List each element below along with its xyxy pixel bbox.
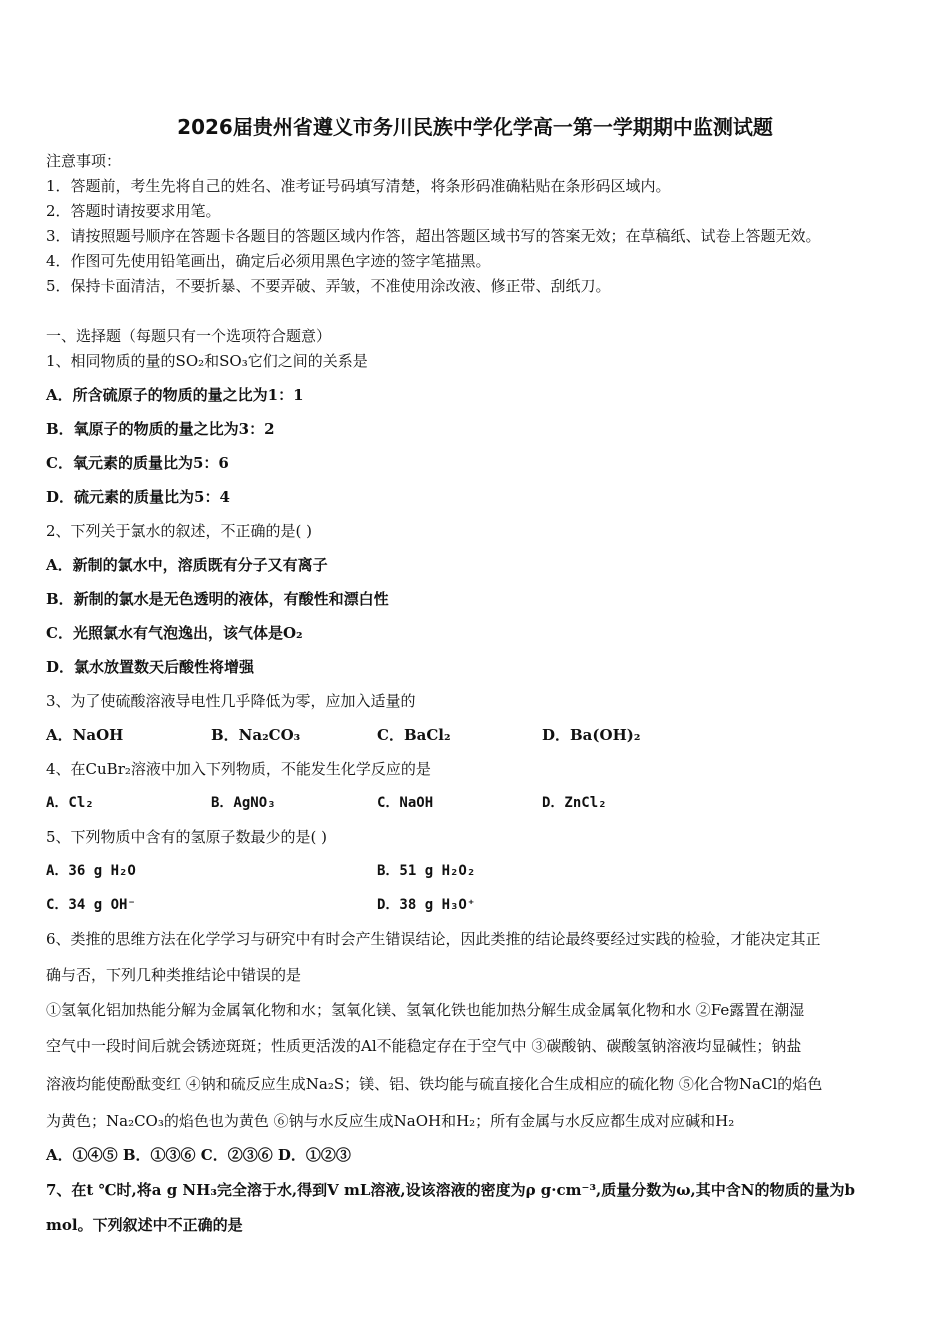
notice-item-5: 5．保持卡面清洁，不要折暴、不要弄破、弄皱，不准使用涂改液、修正带、刮纸刀。 [46, 277, 611, 295]
notice-item-1: 1．答题前，考生先将自己的姓名、准考证号码填写清楚，将条形码准确粘贴在条形码区域内。 [46, 177, 671, 195]
q2-stem: 2、下列关于氯水的叙述，不正确的是( ) [46, 522, 313, 540]
q6-line-2: 确与否，下列几种类推结论中错误的是 [46, 966, 302, 984]
notice-item-2: 2．答题时请按要求用笔。 [46, 202, 221, 220]
q3-option-d: D．Ba(OH)₂ [542, 726, 641, 744]
q6-line-4: 空气中一段时间后就会锈迹斑斑；性质更活泼的Al不能稳定存在于空气中 ③碳酸钠、碳酸氢钠溶液均显碱性；钠盐 [46, 1037, 802, 1055]
q4-option-c: C．NaOH [377, 795, 434, 811]
q4-option-d: D．ZnCl₂ [542, 795, 607, 811]
q4-option-a: A．Cl₂ [46, 795, 94, 811]
q3-option-c: C．BaCl₂ [377, 726, 451, 744]
q2-option-c: C．光照氯水有气泡逸出，该气体是O₂ [46, 624, 303, 642]
q4-stem: 4、在CuBr₂溶液中加入下列物质，不能发生化学反应的是 [46, 760, 431, 778]
notice-heading: 注意事项： [46, 152, 122, 170]
q6-line-1: 6、类推的思维方法在化学学习与研究中有时会产生错误结论，因此类推的结论最终要经过实践的检验，才能决定其正 [46, 930, 821, 948]
exam-title: 2026届贵州省遵义市务川民族中学化学高一第一学期期中监测试题 [177, 115, 773, 139]
q6-line-6: 为黄色；Na₂CO₃的焰色也为黄色 ⑥钠与水反应生成NaOH和H₂；所有金属与水反应都生成对应碱和H₂ [46, 1112, 735, 1130]
q7-line-2: mol。下列叙述中不正确的是 [46, 1216, 243, 1234]
q3-option-a: A．NaOH [46, 726, 124, 744]
q4-option-b: B．AgNO₃ [211, 795, 276, 811]
notice-item-3: 3．请按照题号顺序在答题卡各题目的答题区域内作答，超出答题区域书写的答案无效；在草稿纸、试卷上答题无效。 [46, 227, 821, 245]
q1-option-b: B．氧原子的物质的量之比为3：2 [46, 420, 275, 438]
q1-option-a: A．所含硫原子的物质的量之比为1：1 [46, 386, 304, 404]
q6-line-5: 溶液均能使酚酞变红 ④钠和硫反应生成Na₂S；镁、铝、铁均能与硫直接化合生成相应的硫化物 ⑤化合物NaCl的焰色 [46, 1075, 823, 1093]
q5-option-b: B．51 g H₂O₂ [377, 863, 476, 879]
q1-stem: 1、相同物质的量的SO₂和SO₃它们之间的关系是 [46, 352, 368, 370]
q2-option-b: B．新制的氯水是无色透明的液体，有酸性和漂白性 [46, 590, 389, 608]
q1-option-c: C．氧元素的质量比为5：6 [46, 454, 229, 472]
q3-stem: 3、为了使硫酸溶液导电性几乎降低为零，应加入适量的 [46, 692, 416, 710]
q5-option-c: C．34 g OH⁻ [46, 897, 136, 913]
q7-line-1: 7、在t ℃时,将a g NH₃完全溶于水,得到V mL溶液,设该溶液的密度为ρ g·cm⁻³,质量分数为ω,其中含N的物质的量为b [46, 1181, 855, 1199]
q1-option-d: D．硫元素的质量比为5：4 [46, 488, 230, 506]
q6-line-3: ①氢氧化铝加热能分解为金属氧化物和水；氢氧化镁、氢氧化铁也能加热分解生成金属氧化物和水 ②Fe露置在潮湿 [46, 1001, 805, 1019]
q2-option-d: D．氯水放置数天后酸性将增强 [46, 658, 255, 676]
q5-option-a: A．36 g H₂O [46, 863, 136, 879]
q3-option-b: B．Na₂CO₃ [211, 726, 301, 744]
section-heading: 一、选择题（每题只有一个选项符合题意） [46, 327, 332, 345]
q2-option-a: A．新制的氯水中，溶质既有分子又有离子 [46, 556, 328, 574]
q6-options: A．①④⑤ B．①③⑥ C．②③⑥ D．①②③ [46, 1146, 351, 1164]
notice-item-4: 4．作图可先使用铅笔画出，确定后必须用黑色字迹的签字笔描黑。 [46, 252, 491, 270]
q5-option-d: D．38 g H₃O⁺ [377, 897, 476, 913]
q5-stem: 5、下列物质中含有的氢原子数最少的是( ) [46, 828, 328, 846]
